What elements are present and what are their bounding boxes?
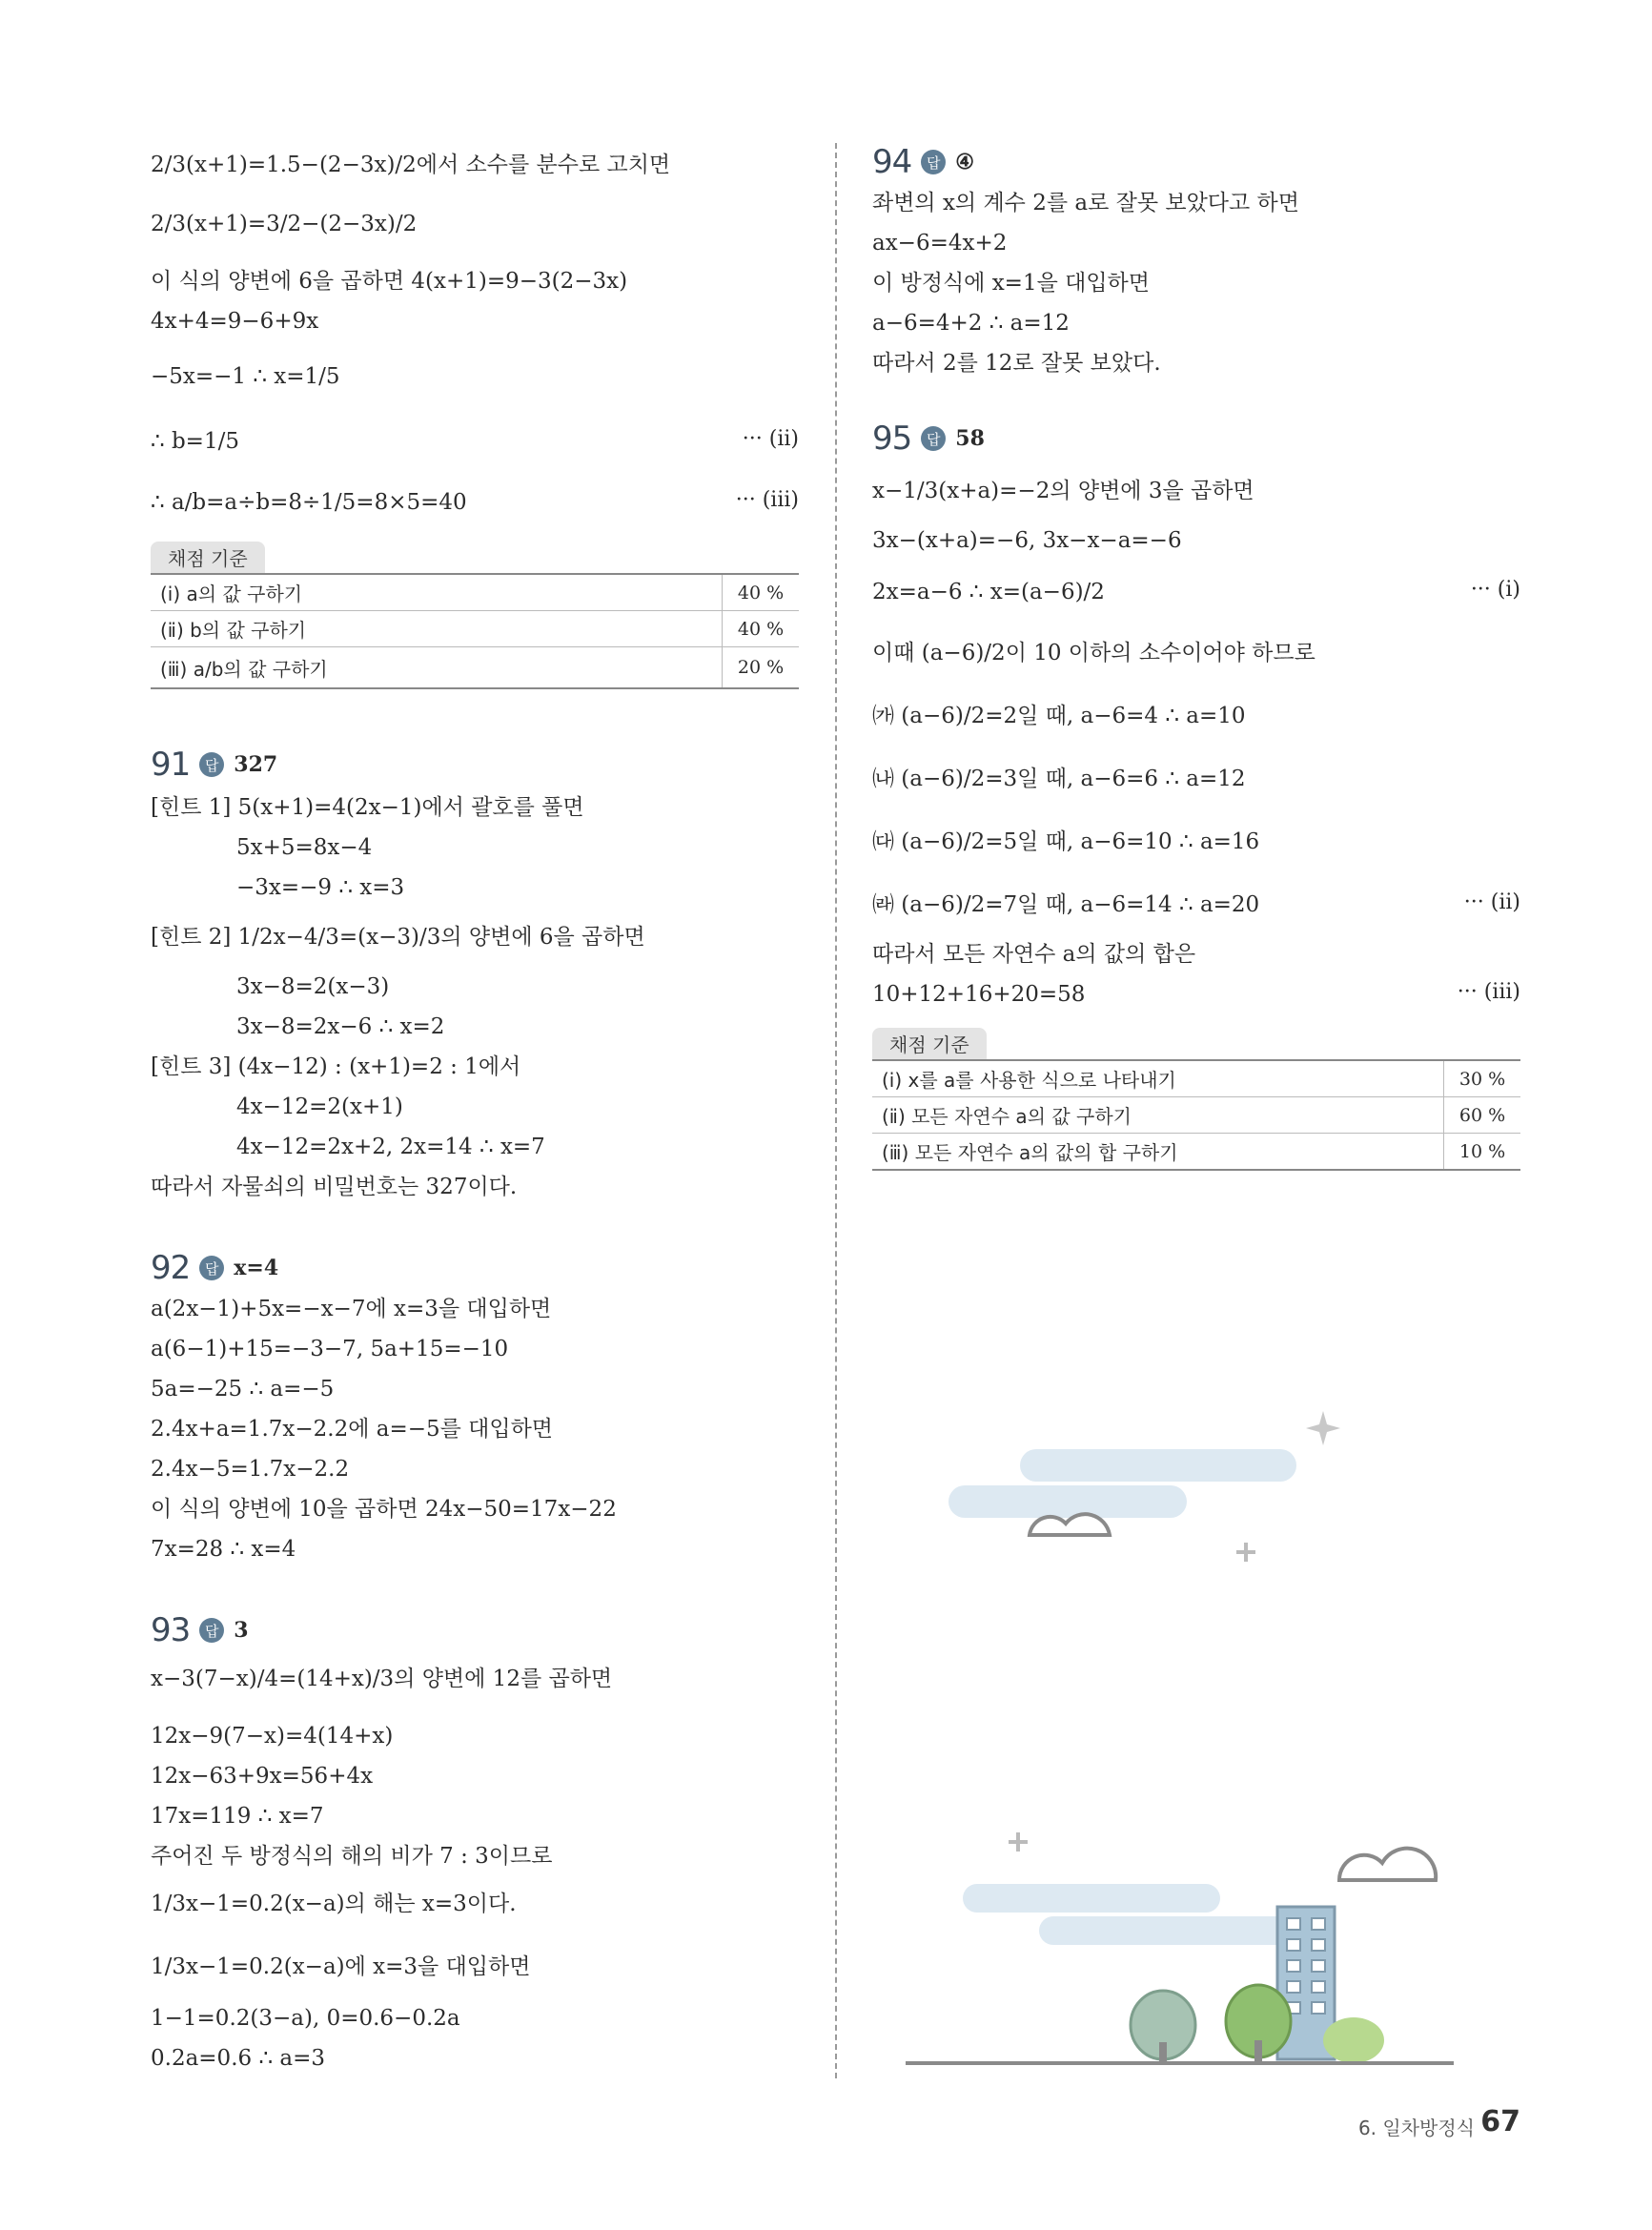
- solution-line: 1−1=0.2(3−a), 0=0.6−0.2a: [151, 2006, 460, 2031]
- section-title: 6. 일차방정식: [1357, 2117, 1475, 2139]
- plus-icon: [1236, 1543, 1255, 1562]
- criteria-percent: 40 %: [723, 611, 800, 647]
- solution-line: 따라서 모든 자연수 a의 값의 합은: [872, 942, 1196, 967]
- solution-line: 2.4x−5=1.7x−2.2: [151, 1457, 350, 1482]
- solution-line: 2/3(x+1)=3/2−(2−3x)/2: [151, 212, 418, 236]
- city-illustration: [906, 1821, 1458, 2078]
- problem-93-header: [151, 1611, 249, 1649]
- solution-line: a−6=4+2 ∴ a=12: [872, 311, 1070, 336]
- problem-number: 91: [151, 746, 191, 784]
- solution-line: x−1/3(x+a)=−2의 양변에 3을 곱하면: [872, 479, 1254, 503]
- bush: [1323, 2017, 1384, 2063]
- solution-line: 4x−12=2(x+1): [236, 1095, 403, 1119]
- criteria-percent: 30 %: [1444, 1060, 1521, 1097]
- solution-line: 1/3x−1=0.2(x−a)의 해는 x=3이다.: [151, 1892, 517, 1916]
- solution-line: −5x=−1 ∴ x=1/5: [151, 364, 340, 389]
- criteria-title: 채점 기준: [872, 1028, 987, 1059]
- grading-criteria-table: [872, 1028, 1520, 1171]
- solution-line: ㈎ (a−6)/2=2일 때, a−6=4 ∴ a=10: [872, 704, 1246, 728]
- cloud-icon: [1030, 1514, 1110, 1535]
- cloud-icon: [1339, 1849, 1436, 1880]
- criteria-label: (ⅰ) a의 값 구하기: [151, 574, 723, 611]
- cloud-sky-illustration: [944, 1392, 1382, 1583]
- solution-line: 5x+5=8x−4: [236, 835, 373, 860]
- solution-line: ∴ b=1/5: [151, 429, 239, 454]
- solution-line: 5a=−25 ∴ a=−5: [151, 1377, 335, 1401]
- solution-line: 10+12+16+20=58: [872, 982, 1086, 1007]
- answer-badge: 답: [199, 1256, 224, 1280]
- solution-line: [힌트 3] (4x−12) : (x+1)=2 : 1에서: [151, 1054, 521, 1079]
- criteria-label: (ⅰ) x를 a를 사용한 식으로 나타내기: [872, 1060, 1444, 1097]
- solution-line: 이 식의 양변에 6을 곱하면 4(x+1)=9−3(2−3x): [151, 269, 628, 294]
- solution-line: 주어진 두 방정식의 해의 비가 7 : 3이므로: [151, 1844, 553, 1869]
- solution-line: 따라서 자물쇠의 비밀번호는 327이다.: [151, 1175, 518, 1199]
- criteria-row: [151, 574, 799, 611]
- problem-number: 94: [872, 143, 912, 181]
- solution-line: ㈏ (a−6)/2=3일 때, a−6=6 ∴ a=12: [872, 767, 1246, 791]
- criteria-label: (ⅲ) a/b의 값 구하기: [151, 647, 723, 689]
- step-marker: ··· (ii): [1463, 890, 1520, 914]
- answer-badge: 답: [921, 150, 946, 174]
- criteria-percent: 20 %: [723, 647, 800, 689]
- criteria-row: [872, 1060, 1520, 1097]
- answer-value: 3: [234, 1618, 249, 1643]
- solution-line: x−3(7−x)/4=(14+x)/3의 양변에 12를 곱하면: [151, 1667, 613, 1691]
- criteria-row: [872, 1097, 1520, 1134]
- tree-trunk: [1254, 2040, 1262, 2063]
- problem-94-header: [872, 143, 974, 181]
- solution-line: ㈑ (a−6)/2=7일 때, a−6=14 ∴ a=20: [872, 892, 1260, 917]
- solution-line: 2/3(x+1)=1.5−(2−3x)/2에서 소수를 분수로 고치면: [151, 153, 671, 177]
- solution-line: [힌트 2] 1/2x−4/3=(x−3)/3의 양변에 6을 곱하면: [151, 925, 645, 950]
- solution-line: ㈐ (a−6)/2=5일 때, a−6=10 ∴ a=16: [872, 829, 1260, 854]
- solution-line: ax−6=4x+2: [872, 231, 1008, 256]
- step-marker: ··· (iii): [735, 488, 799, 512]
- criteria-row: [872, 1134, 1520, 1171]
- criteria-label: (ⅱ) 모든 자연수 a의 값 구하기: [872, 1097, 1444, 1134]
- answer-badge: 답: [199, 752, 224, 777]
- solution-line: 0.2a=0.6 ∴ a=3: [151, 2046, 326, 2071]
- problem-number: 93: [151, 1611, 191, 1649]
- solution-line: 3x−(x+a)=−6, 3x−x−a=−6: [872, 528, 1182, 553]
- solution-line: 3x−8=2x−6 ∴ x=2: [236, 1014, 445, 1039]
- solution-line: [힌트 1] 5(x+1)=4(2x−1)에서 괄호를 풀면: [151, 795, 584, 820]
- problem-number: 92: [151, 1249, 191, 1287]
- plus-icon: [1009, 1832, 1028, 1852]
- solution-line: 1/3x−1=0.2(x−a)에 x=3을 대입하면: [151, 1954, 531, 1979]
- problem-91-header: [151, 746, 277, 784]
- step-marker: ··· (ⅰ): [1470, 578, 1520, 602]
- answer-value: 58: [955, 426, 985, 451]
- answer-badge: 답: [199, 1618, 224, 1643]
- answer-value: 327: [234, 752, 278, 777]
- solution-line: 2x=a−6 ∴ x=(a−6)/2: [872, 580, 1105, 604]
- answer-value: x=4: [234, 1256, 279, 1280]
- cloud-band: [948, 1485, 1187, 1518]
- step-marker: ··· (iii): [1457, 980, 1520, 1004]
- criteria-percent: 40 %: [723, 574, 800, 611]
- criteria-percent: 10 %: [1444, 1134, 1521, 1171]
- answer-value: ④: [955, 150, 974, 174]
- criteria-label: (ⅲ) 모든 자연수 a의 값의 합 구하기: [872, 1134, 1444, 1171]
- solution-line: 이 식의 양변에 10을 곱하면 24x−50=17x−22: [151, 1497, 617, 1522]
- page-number: 67: [1480, 2105, 1520, 2138]
- criteria-row: [151, 647, 799, 689]
- solution-line: 4x+4=9−6+9x: [151, 309, 319, 334]
- solution-line: 이 방정식에 x=1을 대입하면: [872, 271, 1150, 296]
- criteria-label: (ⅱ) b의 값 구하기: [151, 611, 723, 647]
- solution-line: −3x=−9 ∴ x=3: [236, 875, 405, 900]
- problem-95-header: [872, 419, 985, 458]
- solution-line: 3x−8=2(x−3): [236, 974, 390, 999]
- solution-line: 17x=119 ∴ x=7: [151, 1804, 324, 1829]
- solution-line: 4x−12=2x+2, 2x=14 ∴ x=7: [236, 1135, 545, 1159]
- cloud-band: [963, 1884, 1220, 1913]
- cloud-band: [1020, 1449, 1296, 1482]
- solution-line: 이때 (a−6)/2이 10 이하의 소수이어야 하므로: [872, 641, 1315, 665]
- answer-badge: 답: [921, 426, 946, 451]
- solution-line: 2.4x+a=1.7x−2.2에 a=−5를 대입하면: [151, 1417, 554, 1442]
- solution-line: 따라서 2를 12로 잘못 보았다.: [872, 351, 1161, 376]
- problem-92-header: [151, 1249, 278, 1287]
- solution-line: 12x−9(7−x)=4(14+x): [151, 1724, 394, 1749]
- column-divider: [835, 143, 837, 2078]
- sparkle-icon: [1306, 1411, 1340, 1445]
- solution-line: a(6−1)+15=−3−7, 5a+15=−10: [151, 1337, 509, 1361]
- criteria-title: 채점 기준: [151, 542, 265, 573]
- solution-line: 좌변의 x의 계수 2를 a로 잘못 보았다고 하면: [872, 191, 1299, 215]
- criteria-percent: 60 %: [1444, 1097, 1521, 1134]
- grading-criteria-table: [151, 542, 799, 689]
- problem-number: 95: [872, 419, 912, 458]
- solution-line: ∴ a/b=a÷b=8÷1/5=8×5=40: [151, 490, 467, 515]
- solution-line: 12x−63+9x=56+4x: [151, 1764, 374, 1789]
- criteria-row: [151, 611, 799, 647]
- solution-line: a(2x−1)+5x=−x−7에 x=3을 대입하면: [151, 1297, 552, 1321]
- solution-line: 7x=28 ∴ x=4: [151, 1537, 296, 1562]
- tree-trunk: [1159, 2042, 1167, 2063]
- step-marker: ··· (ii): [742, 427, 799, 451]
